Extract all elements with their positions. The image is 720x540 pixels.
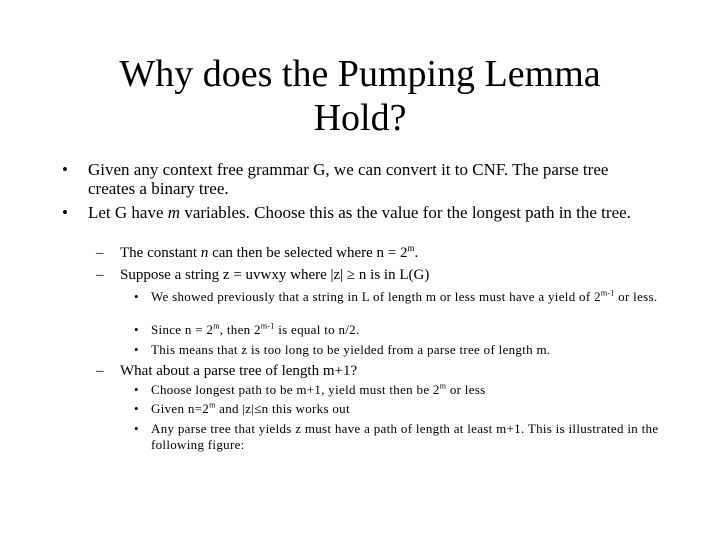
bullet-marker: • [134,342,139,357]
detail-bullet-text: Given $n=2^m$ and |z|≤n this works out [151,400,350,416]
dash-marker: – [96,363,104,379]
sub-bullet-length-m-plus-1 [96,362,656,381]
detail-bullet-since-n [134,322,664,338]
detail-bullet-given-n [134,401,664,417]
bullet-marker: • [134,382,139,397]
sub-bullet-constant-n [96,244,656,263]
sub-bullet-suppose-z [96,266,656,285]
detail-bullet-any-parse-tree [134,421,664,453]
detail-bullet-text: Any parse tree that yields z must have a path of length at least m+1. This is illustrated in the following figure: [151,421,659,452]
bullet-variables [62,203,652,222]
bullet-text: Given any context free grammar G, we can convert it to CNF. The parse tree creates a binary tree. [88,160,609,198]
detail-bullet-choose-longest [134,382,664,398]
bullet-marker: • [134,401,139,416]
bullet-marker: • [134,289,139,304]
slide-title-line-2: Hold? [313,97,407,139]
detail-bullet-text: We showed previously that a string in L of length m or less must have a yield of 2$^{m-1}$ or less. [151,288,658,304]
detail-bullet-text: Choose longest path to be m+1, yield must then be 2$^m$ or less [151,381,486,397]
bullet-cnf [62,160,652,198]
detail-bullet-text: This means that z is too long to be yielded from a parse tree of length m. [151,342,551,357]
detail-bullet-too-long [134,342,664,358]
bullet-text: Let G have m variables. Choose this as the value for the longest path in the tree. [88,203,631,222]
detail-bullet-text: Since $n = 2^m$, then 2$^{m-1}$ is equal to n/2. [151,321,360,337]
sub-bullet-text: Suppose a string z = uvwxy where |z| ≥ n is in L(G) [120,267,430,283]
dash-marker: – [96,245,104,261]
detail-bullet-previous-yield [134,289,664,305]
bullet-marker: • [62,160,68,179]
dash-marker: – [96,267,104,283]
slide-title [60,52,660,140]
bullet-marker: • [134,322,139,337]
bullet-marker: • [134,421,139,436]
sub-bullet-text: The constant n can then be selected where $n = 2^m$. [120,243,419,261]
bullet-marker: • [62,203,68,222]
sub-bullet-text: What about a parse tree of length m+1? [120,363,358,379]
slide-title-line-1: Why does the Pumping Lemma [119,53,601,95]
